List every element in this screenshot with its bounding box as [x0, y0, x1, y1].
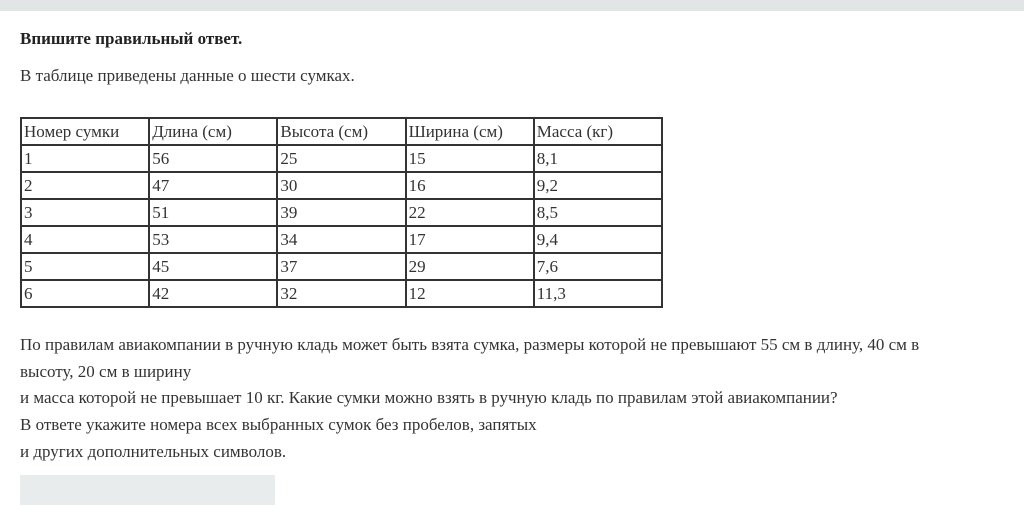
answer-input[interactable]	[20, 475, 275, 505]
table-cell: 5	[21, 253, 149, 280]
table-cell: 12	[406, 280, 534, 307]
bags-table	[20, 117, 663, 308]
table-header-cell: Масса (кг)	[534, 118, 662, 145]
table-cell: 53	[149, 226, 277, 253]
table-cell: 16	[406, 172, 534, 199]
table-cell: 22	[406, 199, 534, 226]
table-cell: 2	[21, 172, 149, 199]
table-row	[21, 280, 662, 307]
table-row	[21, 253, 662, 280]
table-row	[21, 145, 662, 172]
table-cell: 15	[406, 145, 534, 172]
table-cell: 42	[149, 280, 277, 307]
table-cell: 29	[406, 253, 534, 280]
table-cell: 4	[21, 226, 149, 253]
table-cell: 37	[277, 253, 405, 280]
table-cell: 8,1	[534, 145, 662, 172]
question-text: По правилам авиакомпании в ручную кладь может быть взята сумка, размеры которой не превышают 55 см в длину, 40 см в высоту, 20 см в ширину и масса которой не превышает 10 кг. Какие сумки можно взять в ручную кладь по правилам этой авиакомпании? В ответе укажите номера всех выбранных сумок без пробелов, запятых и других дополнительных символов.	[20, 335, 920, 461]
table-cell: 30	[277, 172, 405, 199]
table-cell: 51	[149, 199, 277, 226]
table-header-cell: Высота (см)	[277, 118, 405, 145]
table-row	[21, 199, 662, 226]
table-cell: 17	[406, 226, 534, 253]
table-cell: 56	[149, 145, 277, 172]
table-cell: 7,6	[534, 253, 662, 280]
table-cell: 6	[21, 280, 149, 307]
table-header-cell: Длина (см)	[149, 118, 277, 145]
table-cell: 25	[277, 145, 405, 172]
prompt-title: Впишите правильный ответ.	[20, 29, 243, 48]
table-cell: 8,5	[534, 199, 662, 226]
table-cell: 32	[277, 280, 405, 307]
table-cell: 11,3	[534, 280, 662, 307]
table-header-row	[21, 118, 662, 145]
table-header-cell: Номер сумки	[21, 118, 149, 145]
table-cell: 47	[149, 172, 277, 199]
table-cell: 9,4	[534, 226, 662, 253]
table-cell: 9,2	[534, 172, 662, 199]
top-divider-bar	[0, 0, 1024, 11]
table-row	[21, 226, 662, 253]
table-header-cell: Ширина (см)	[406, 118, 534, 145]
table-cell: 45	[149, 253, 277, 280]
bags-table-body	[21, 145, 662, 307]
intro-text: В таблице приведены данные о шести сумках.	[20, 66, 355, 85]
table-cell: 1	[21, 145, 149, 172]
table-cell: 34	[277, 226, 405, 253]
table-row	[21, 172, 662, 199]
question-page	[0, 29, 1024, 505]
table-cell: 3	[21, 199, 149, 226]
table-cell: 39	[277, 199, 405, 226]
